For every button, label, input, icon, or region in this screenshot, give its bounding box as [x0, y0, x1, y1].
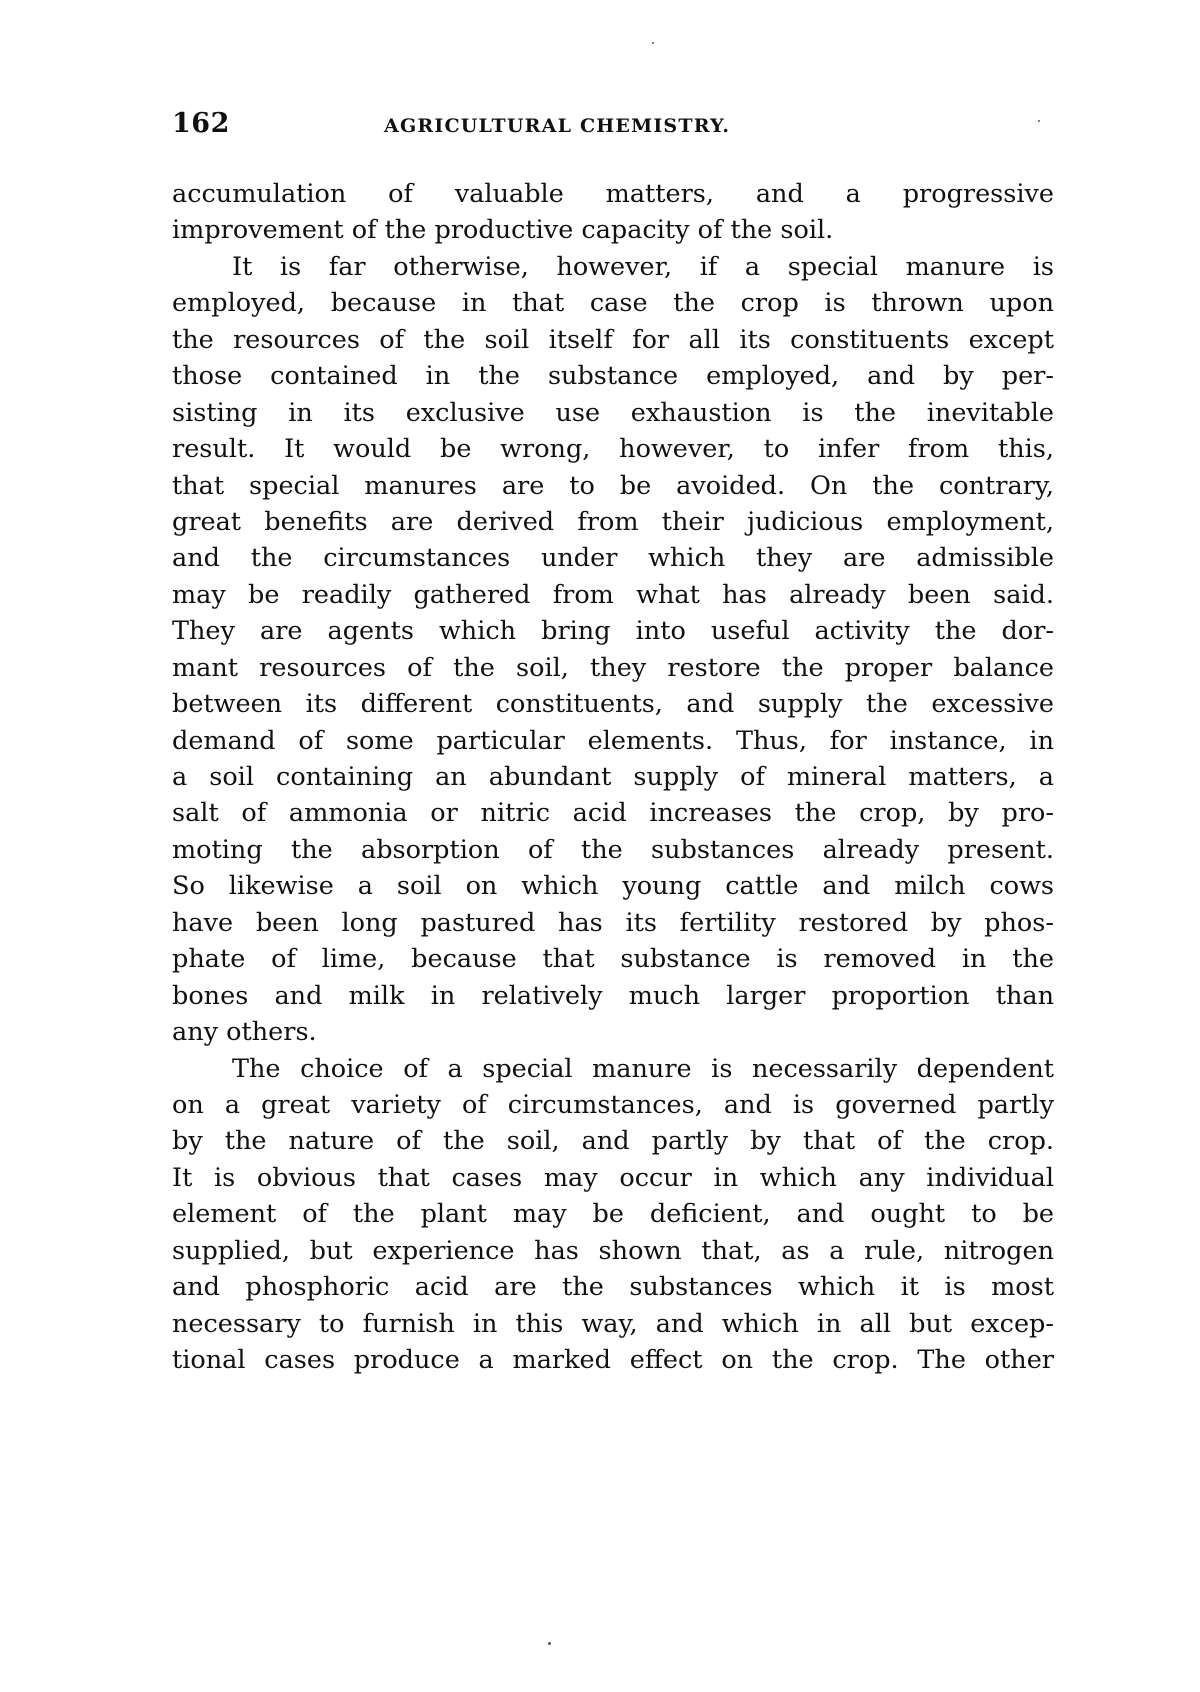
text-line: supplied, but experience has shown that, as a rule, nitrogen — [172, 1235, 1054, 1266]
text-line: between its different constituents, and supply the excessive — [172, 689, 1054, 720]
page-number: 162 — [172, 108, 230, 139]
text-line: have been long pastured has its fertility restored by phos- — [172, 907, 1054, 938]
text-line: phate of lime, because that substance is removed in the — [172, 944, 1054, 975]
text-line: and the circumstances under which they are admissible — [172, 543, 1054, 574]
text-line: by the nature of the soil, and partly by that of the crop. — [172, 1126, 1054, 1157]
text-line: element of the plant may be deficient, and ought to be — [172, 1199, 1054, 1230]
text-line: result. It would be wrong, however, to infer from this, — [172, 434, 1054, 465]
text-line: great benefits are derived from their judicious employment, — [172, 506, 1054, 537]
scan-speck — [1038, 120, 1040, 122]
text-line: improvement of the productive capacity of the soil. — [172, 215, 834, 246]
text-line: tional cases produce a marked effect on the crop. The other — [172, 1345, 1054, 1375]
scan-speck — [652, 42, 654, 44]
paragraph-2 — [172, 249, 1054, 1051]
text-line: The choice of a special manure is necessarily dependent — [232, 1053, 1054, 1084]
text-line: employed, because in that case the crop is thrown upon — [172, 288, 1054, 319]
text-line: mant resources of the soil, they restore the proper balance — [172, 652, 1054, 683]
text-line: sisting in its exclusive use exhaustion is the inevitable — [172, 397, 1054, 428]
text-line: bones and milk in relatively much larger proportion than — [172, 980, 1054, 1011]
text-line: demand of some particular elements. Thus, for instance, in — [172, 725, 1054, 756]
text-line: They are agents which bring into useful activity the dor- — [172, 616, 1054, 647]
text-line: a soil containing an abundant supply of mineral matters, a — [172, 762, 1054, 792]
text-line: accumulation of valuable matters, and a progressive — [172, 179, 1054, 209]
paragraph-3 — [172, 1051, 1054, 1379]
text-line: the resources of the soil itself for all its constituents except — [172, 324, 1054, 355]
text-line: moting the absorption of the substances already present. — [172, 834, 1054, 865]
running-title: AGRICULTURAL CHEMISTRY. — [384, 115, 731, 137]
paragraph-1 — [172, 176, 1054, 249]
text-line: and phosphoric acid are the substances which it is most — [172, 1272, 1054, 1303]
text-line: that special manures are to be avoided. On the contrary, — [172, 470, 1054, 501]
text-line: salt of ammonia or nitric acid increases the crop, by pro- — [172, 798, 1054, 829]
text-line: those contained in the substance employed, and by per- — [172, 361, 1054, 392]
text-line: It is far otherwise, however, if a special manure is — [232, 251, 1054, 282]
text-line: on a great variety of circumstances, and is governed partly — [172, 1089, 1054, 1120]
text-line: may be readily gathered from what has already been said. — [172, 579, 1054, 610]
text-line: any others. — [172, 1017, 317, 1048]
text-line: It is obvious that cases may occur in which any individual — [172, 1162, 1054, 1193]
text-line: So likewise a soil on which young cattle and milch cows — [172, 871, 1054, 902]
scan-speck — [548, 1642, 551, 1645]
text-line: necessary to furnish in this way, and which in all but excep- — [172, 1308, 1054, 1339]
body-text — [172, 176, 1054, 1378]
running-head — [172, 108, 1052, 148]
